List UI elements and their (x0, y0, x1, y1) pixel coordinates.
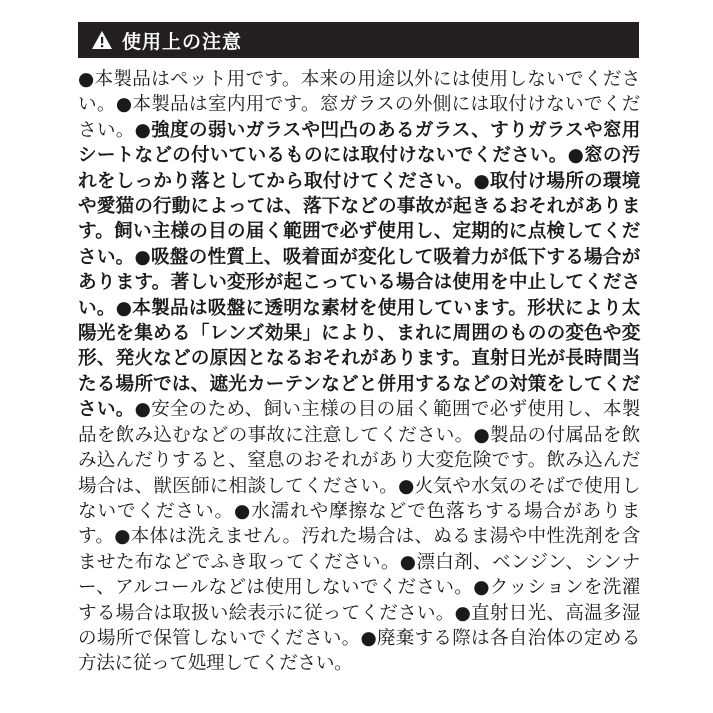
caution-item: ●窓の汚れをしっかり落としてから取付けてください。 (78, 145, 640, 192)
caution-item: ●本製品は室内用です。窓ガラスの外側には取付けないでください。 (78, 94, 641, 141)
caution-item: ●安全のため、飼い主様の目の届く範囲で必ず使用し、本製品を飲み込むなどの事故に注意してください。 (78, 399, 640, 446)
caution-item: ●本製品はペット用です。本来の用途以外には使用しないでください。 (78, 69, 640, 116)
caution-item: ●直射日光、高温多湿の場所で保管しないでください。 (78, 602, 640, 649)
caution-item: ●吸盤の性質上、吸着面が変化して吸着力が低下する場合があります。著しい変形が起こっている場合は使用を中止してください。 (78, 246, 640, 319)
caution-item: ●廃棄する際は各自治体の定める方法に従って処理してください。 (78, 627, 640, 675)
caution-item: ●水濡れや摩擦などで色落ちする場合があります。 (78, 500, 640, 548)
warning-icon (91, 30, 113, 50)
caution-item: ●取付け場所の環境や愛猫の行動によっては、落下などの事故が起きるおそれがあります。飼い主様の目の届く範囲で必ず使用し、定期的に点検してください。 (78, 170, 641, 268)
caution-header (78, 22, 639, 58)
caution-item: ●強度の弱いガラスや凹凸のあるガラス、すりガラスや窓用シートなどの付いているものには取付けないでください。 (78, 119, 640, 167)
caution-item: ●クッションを洗濯する場合は取扱い絵表示に従ってください。 (78, 577, 640, 624)
caution-title: 使用上の注意 (122, 30, 243, 53)
caution-item: ●製品の付属品を飲み込んだりすると、窒息のおそれがあり大変危険です。飲み込んだ場合は、獣医師に相談してください。 (78, 424, 641, 497)
caution-item: ●本体は洗えません。汚れた場合は、ぬるま湯や中性洗剤を含ませた布などでふき取ってください。 (78, 526, 640, 573)
caution-item: ●火気や水気のそばで使用しないでください。 (78, 475, 640, 522)
caution-body (78, 67, 640, 677)
caution-item: ●本製品は吸盤に透明な素材を使用しています。形状により太陽光を集める「レンズ効果」により、まれに周囲のものの変色や変形、発火などの原因となるおそれがあります。直射日光が長時間当たる場所では、遮光カーテンなどと併用するなどの対策をしてください。 (78, 297, 640, 421)
caution-item: ●漂白剤、ベンジン、シンナー、アルコールなどは使用しないでください。 (78, 551, 640, 599)
